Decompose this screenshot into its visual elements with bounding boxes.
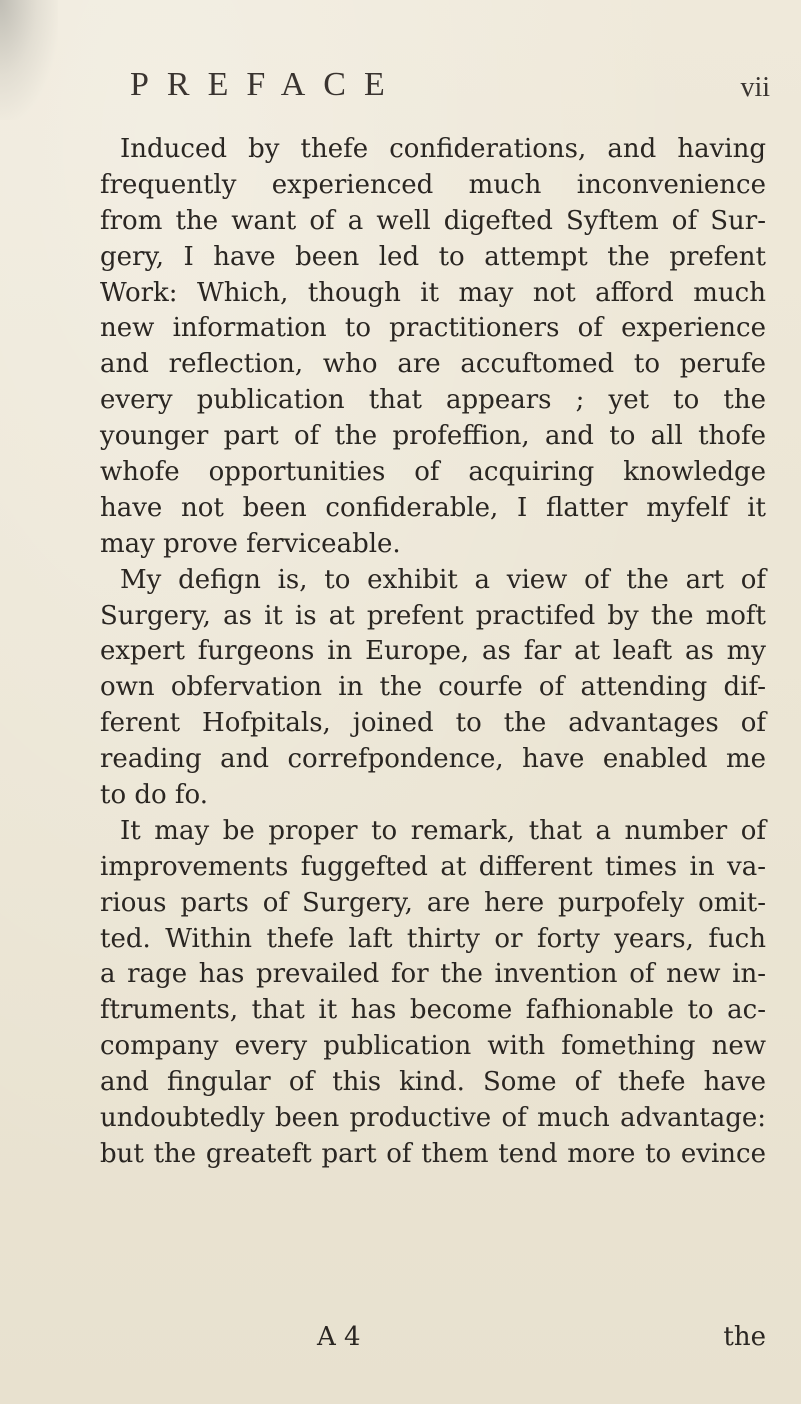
page-edge-stain (0, 0, 58, 120)
text-line: a rage has prevailed for the invention of new in- (100, 959, 766, 990)
text-line: from the want of a well digefted Syftem of Sur- (100, 205, 766, 236)
text-line: Surgery, as it is at prefent practifed by the moft (100, 600, 766, 631)
text-line: My defign is, to exhibit a view of the art of (120, 564, 766, 595)
text-line: to do fo. (100, 780, 209, 811)
text-line: improvements fuggefted at different times in va- (100, 851, 766, 882)
text-line: every publication that appears ; yet to the (100, 385, 766, 416)
text-line: ferent Hofpitals, joined to the advantages of (100, 708, 766, 739)
text-line: undoubtedly been productive of much advantage: (100, 1103, 766, 1134)
text-line: whofe opportunities of acquiring knowledge (100, 457, 766, 488)
text-line: It may be proper to remark, that a number of (120, 815, 766, 846)
text-line: and reflection, who are accuftomed to perufe (100, 349, 766, 380)
text-line: may prove ferviceable. (100, 528, 401, 559)
text-line: Induced by thefe confiderations, and having (120, 134, 766, 164)
text-line: and fingular of this kind. Some of thefe have (100, 1067, 766, 1098)
text-line: ted. Within thefe laft thirty or forty years, fuch (100, 923, 766, 954)
text-line: frequently experienced much inconvenience (100, 169, 766, 200)
body-text (100, 132, 766, 1173)
text-line: gery, I have been led to attempt the prefent (100, 241, 766, 272)
text-line: have not been confiderable, I flatter myfelf it (100, 492, 766, 523)
signature-mark: A 4 (317, 1322, 361, 1352)
text-line: rious parts of Surgery, are here purpofely omit- (100, 887, 766, 918)
catchword: the (723, 1322, 766, 1352)
text-line: own obfervation in the courfe of attending dif- (100, 672, 766, 703)
text-line: new information to practitioners of experience (100, 313, 766, 344)
running-head (130, 66, 770, 118)
text-line: ftruments, that it has become fafhionable to ac- (100, 995, 766, 1026)
text-line: Work: Which, though it may not afford much (100, 277, 766, 308)
footer-line (100, 1319, 766, 1355)
text-line: expert furgeons in Europe, as far at leaft as my (100, 636, 766, 667)
text-line: reading and correfpondence, have enabled me (100, 744, 766, 775)
running-head-title: PREFACE (130, 66, 403, 103)
page-number: vii (740, 72, 770, 103)
text-line: company every publication with fomething new (100, 1031, 766, 1062)
text-line: but the greateft part of them tend more to evince (100, 1138, 766, 1169)
text-line: younger part of the profeffion, and to all thofe (100, 421, 766, 452)
